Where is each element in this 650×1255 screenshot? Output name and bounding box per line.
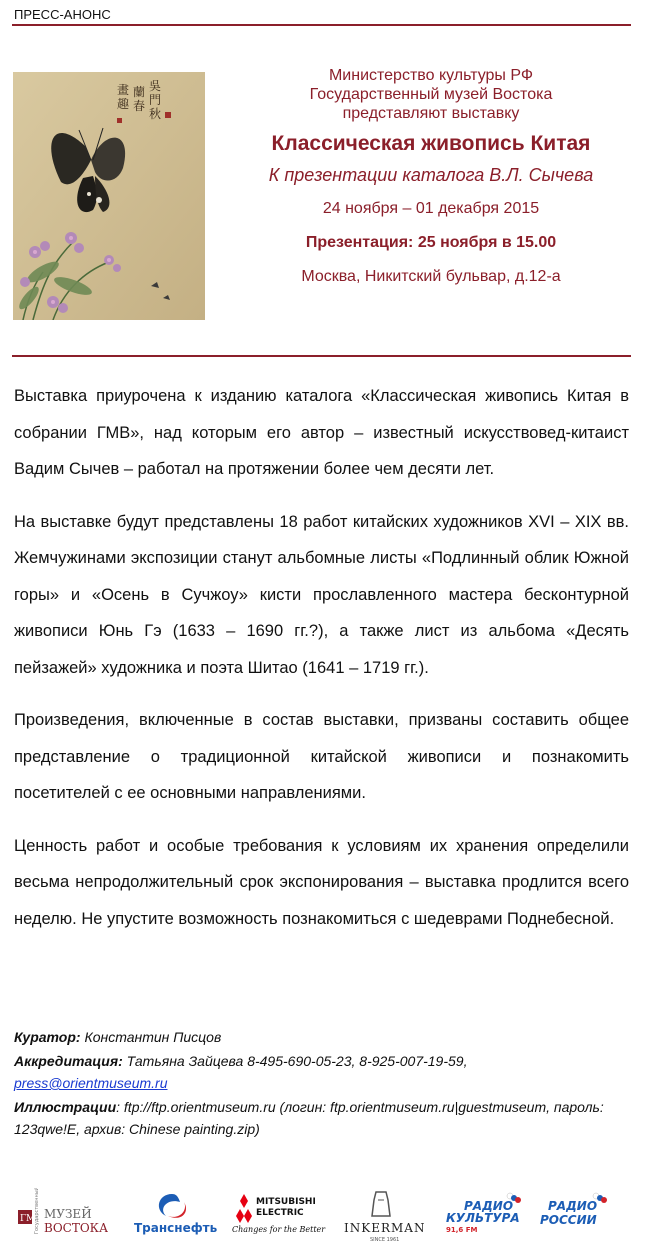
radio-rossii-logo xyxy=(536,1188,620,1238)
curator-label: Куратор: xyxy=(14,1029,81,1045)
body-paragraph-2: На выставке будут представлены 18 работ китайских художников XVI – XIX вв. Жемчужинами экспозиции станут альбомные листы «Подлинный облик Южной горы» и «Осень в Сучжоу» кисти прославленного мастера бесконтурной живописи Юнь Гэ (1633 – 1690 гг.?), а также лист из альбома «Десять пейзажей» художника и поэта Шитао (1641 – 1719 гг.). xyxy=(14,512,629,677)
presentation-time: Презентация: 25 ноября в 15.00 xyxy=(305,234,557,251)
kultura-line2: КУЛЬТУРА xyxy=(446,1211,520,1225)
museum-logo-line1: МУЗЕЙ xyxy=(44,1207,92,1221)
organizer-line-1: Министерство культуры РФ xyxy=(328,67,534,84)
illustrations-row xyxy=(14,1096,629,1140)
mitsubishi-line2: ELECTRIC xyxy=(256,1208,304,1218)
body-paragraph-3: Произведения, включенные в состав выставки, призваны составить общее представление о традиционной китайской живописи и познакомить посетителей с ее основными направлениями. xyxy=(14,711,629,802)
press-release-body xyxy=(14,378,629,953)
svg-text:門: 門 xyxy=(149,93,162,107)
svg-text:秋: 秋 xyxy=(149,107,162,121)
exhibition-address: Москва, Никитский бульвар, д.12-а xyxy=(301,268,561,285)
body-paragraph-1: Выставка приурочена к изданию каталога «Классическая живопись Китая в собрании ГМВ», над которым его автор – известный искусствовед-китаист Вадим Сычев – работал на протяжении более чем десяти лет. xyxy=(14,387,629,478)
kultura-line1: РАДИО xyxy=(464,1199,514,1213)
mitsubishi-electric-logo xyxy=(230,1188,330,1238)
exhibition-dates: 24 ноября – 01 декабря 2015 xyxy=(322,200,540,217)
inkerman-logo xyxy=(340,1188,432,1244)
credits-block xyxy=(14,1026,629,1142)
museum-vostoka-logo xyxy=(14,1188,124,1238)
organizer-line-3: представляют выставку xyxy=(342,105,520,122)
svg-text:春: 春 xyxy=(133,99,146,113)
rossii-line1: РАДИО xyxy=(548,1199,598,1213)
svg-text:畫: 畫 xyxy=(117,83,130,97)
illustrations-value: : ftp://ftp.orientmuseum.ru (логин: ftp.orientmuseum.ru|guestmuseum, пароль: 123qwe!E, архив: Chinese painting.zip) xyxy=(14,1099,604,1137)
butterfly-painting-image xyxy=(13,72,205,320)
exhibition-subtitle: К презентации каталога В.Л. Сычева xyxy=(268,165,594,185)
mitsubishi-tagline: Changes for the Better xyxy=(232,1225,326,1234)
organizer-line-2: Государственный музей Востока xyxy=(309,86,553,103)
transneft-text: Транснефть xyxy=(134,1221,218,1235)
kultura-frequency: 91,6 FM xyxy=(446,1226,478,1234)
calligraphy-text: 吳 xyxy=(149,79,162,93)
body-paragraph-4: Ценность работ и особые требования к условиям их хранения определили весьма непродолжительный срок экспонирования – выставка продлится всего неделю. Не упустите возможность познакомиться с шедеврами Поднебесной. xyxy=(14,836,629,928)
accreditation-phones: Татьяна Зайцева 8-495-690-05-23, 8-925-007-19-59, xyxy=(126,1053,468,1069)
mitsubishi-line1: MITSUBISHI xyxy=(256,1197,316,1207)
exhibition-title: Классическая живопись Китая xyxy=(271,132,591,155)
top-divider xyxy=(12,24,631,26)
curator-row xyxy=(14,1026,629,1048)
inkerman-since: SINCE 1961 xyxy=(370,1237,400,1243)
museum-logo-line2: ВОСТОКА xyxy=(44,1221,109,1235)
header-divider xyxy=(12,355,631,357)
sponsor-logos xyxy=(14,1188,634,1248)
museum-side-text: Государственный xyxy=(34,1188,40,1234)
accreditation-label: Аккредитация: xyxy=(14,1053,123,1069)
curator-value: Константин Писцов xyxy=(84,1029,222,1045)
illustrations-label: Иллюстрации xyxy=(14,1099,117,1115)
inkerman-text: INKERMAN xyxy=(344,1221,426,1235)
press-email-link[interactable]: press@orientmuseum.ru xyxy=(14,1075,168,1091)
radio-kultura-logo xyxy=(442,1188,530,1238)
svg-text:趣: 趣 xyxy=(117,97,130,111)
rossii-line2: РОССИИ xyxy=(540,1213,597,1227)
accreditation-row xyxy=(14,1050,629,1094)
svg-text:ГМ: ГМ xyxy=(20,1214,36,1224)
press-release-label: ПРЕСС-АНОНС xyxy=(14,7,111,22)
transneft-logo xyxy=(128,1188,218,1238)
svg-text:蘭: 蘭 xyxy=(133,85,146,99)
event-header xyxy=(222,66,640,287)
